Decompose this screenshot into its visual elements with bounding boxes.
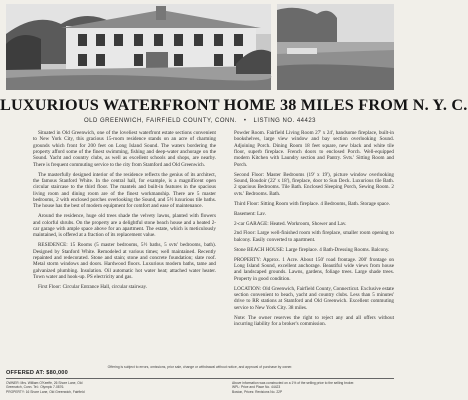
- description-paragraph: Stone BEACH HOUSE: Large fireplace. 4 Bath-Dressing Rooms. Balcony.: [234, 246, 390, 253]
- description-paragraph: RESIDENCE: 15 Rooms (5 master bedrooms, 5½ baths, 5 svts' bedrooms, bath). Designed by Stanford White. Remodeled at various times; well maintained. Recently repainted and redecorated. Stone and stain; stone and concrete foundation; slate roof. Metal storm windows and doors. Hardwood floors. Luxurious modern baths, tame and galvanized plumbing. Insulation. Oil automatic hot water heat; attached water heater. Town water and hook-up. PS electricity and gas.: [33, 242, 216, 280]
- description-paragraph: Situated in Old Greenwich, one of the loveliest waterfront estate sections convenient to New York City, this gracious 15-room residence stands on an acre of charming grounds which front for 200 feet on Long Island Sound. The waters bordering the property afford some of the finest swimming, fishing and deep-water anchorage on the Sound. Yacht and country clubs, as well as excellent schools and shops, are nearby. There is frequent commuting service to the city from Stamford and Old Greenwich.: [33, 130, 216, 168]
- owner-line: PROPERTY: 16 Shore Lane, Old Greenwich, Fairfield: [6, 389, 85, 394]
- listing-headline: LUXURIOUS WATERFRONT HOME 38 MILES FROM N. Y. C.: [0, 96, 468, 114]
- description-paragraph: First Floor: Circular Entrance Hall, circular stairway.: [38, 283, 148, 290]
- description-paragraph: Around the residence, huge old trees shade the velvety lawns, planted with flowers and colorful shrubs. On the property are a delightful stone beach house and a heated 2-car garage with ample space above for an apartment. The estate, which is meticulously maintained, is offered at a fraction of its replacement value.: [33, 213, 216, 239]
- description-paragraph: Basement: Lav.: [234, 210, 266, 217]
- description-left-column: [33, 130, 216, 294]
- broker-info: [232, 381, 354, 394]
- broker-line: WPL: Price and Place No. 44423: [232, 385, 281, 390]
- owner-line: OWNER: Mrs. William O'Keeffe, 26 Shore Lane, Old: [6, 381, 83, 385]
- listing-number: LISTING NO. 44423: [253, 118, 317, 124]
- separator-dot: •: [243, 118, 247, 124]
- listing-location: OLD GREENWICH, FAIRFIELD COUNTY, CONN.: [83, 118, 237, 124]
- owner-line: Greenwich, Conn. Tel.: Olympic 7-0876.: [6, 385, 65, 390]
- description-right-column: [234, 130, 394, 331]
- description-paragraph: Note: The owner reserves the right to reject any and all offers without incurring liability for a broker's commission.: [234, 314, 394, 327]
- divider-rule: [6, 378, 394, 379]
- description-paragraph: Powder Room. Fairfield Living Room 27' x 24', handsome fireplace, built-in bookshelves, large view window and bay section overlooking Sound. Adjoining Porch. Dining Room 18 feet square, new black and white tile floor, superb fireplace. French doors to enclosed Porch. Well-equipped modern Kitchen with Laundry section and Pantry. Svts.' Sitting Room and Porch.: [234, 130, 394, 168]
- broker-line: Boston, Prices: Revisions No. 22P: [232, 389, 283, 394]
- offering-footnote: Offering is subject to errors, omissions, prior sale, change or withdrawal without notice, and approval of purchase by owner.: [107, 365, 293, 369]
- offered-price: OFFERED AT: $80,000: [6, 370, 68, 376]
- listing-subline: [0, 118, 400, 124]
- house-photo: [6, 4, 271, 90]
- photo-strip: [6, 4, 394, 90]
- description-paragraph: Second Floor: Master Bedrooms (19' x 19'), picture window overlooking Sound, Boudoir (22' x 18'), fireplace, door to Sun Deck. Luxurious tile Bath. 2 spacious Bedrooms. Tile Bath. Enclosed Sleeping Porch, Sewing Room. 2 svts.' Bedrooms. Bath.: [234, 171, 394, 197]
- description-paragraph: PROPERTY: Approx. 1 Acre. About 150' road frontage. 200' frontage on Long Island Sound, excellent anchorage. Beautiful wide views from house and landscaped grounds. Lawns, gardens, foliage trees. Large shade trees. Property in good condition.: [234, 256, 394, 282]
- broker-line: Above information was constructed on a 1% of the selling price to the selling broker.: [232, 381, 355, 385]
- waterfront-photo: [277, 4, 394, 90]
- owner-info: [6, 381, 85, 394]
- description-paragraph: Third Floor: Sitting Room with fireplace. 4 Bedrooms, Bath. Storage space.: [234, 200, 390, 207]
- description-paragraph: LOCATION: Old Greenwich, Fairfield County, Connecticut. Exclusive estate section convenient to beach, yacht and country clubs. Less than 5 minutes' drive to RR stations at Stamford and Old Greenwich. Excellent commuting service to New York City. 38 miles.: [234, 285, 394, 311]
- description-paragraph: The masterfully designed interior of the residence reflects the genius of its architect, the famous Stanford White. In the central hall, for example, is a magnificent open circular staircase to the third floor. The mantels and built-in features in the spacious living room and dining room are of the finest workmanship. There are 5 master bedrooms, 2 with enclosed porches overlooking the Sound, and 5½ luxurious tile baths. The house has the best of modern equipment for comfort and ease of maintenance.: [33, 171, 216, 210]
- description-paragraph: 2-car GARAGE: Heated. Workroom, Shower and Lav.: [234, 220, 347, 227]
- description-paragraph: 2nd Floor: Large well-finished room with fireplace, smaller room opening to balcony. Easily converted to apartment.: [234, 230, 394, 243]
